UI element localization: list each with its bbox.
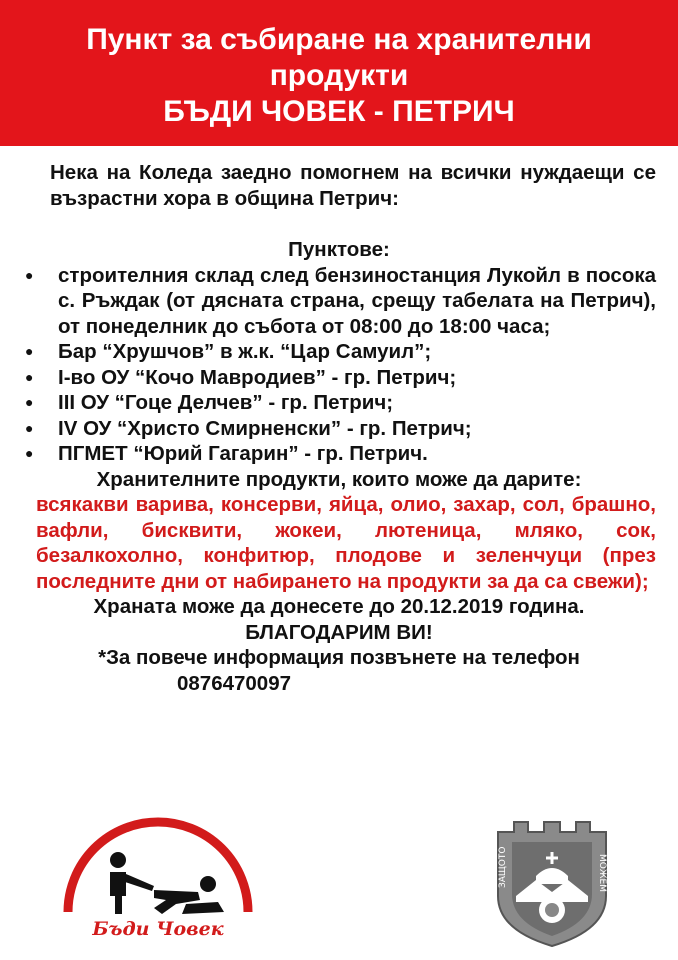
budi-chovek-logo <box>58 800 278 950</box>
intro-text: Нека на Коледа заедно помогнем на всички нуждаещи се възрастни хора в община Петрич: <box>50 161 656 210</box>
donate-items: всякакви варива, консерви, яйца, олио, захар, сол, брашно, вафли, бисквити, жокеи, лютеница, мляко, сок, безалкохолно, конфитюр, плодове и зеленчуци (през последните дни от набирането на продукти за да са свежи); <box>36 493 656 593</box>
list-item: ● III ОУ “Гоце Делчев” - гр. Петрич; <box>25 391 394 414</box>
list-item: ● ПГМЕТ “Юрий Гагарин” - гр. Петрич. <box>25 442 428 465</box>
helping-hand-icon <box>58 800 258 920</box>
list-item: ● I-во ОУ “Кочо Мавродиев” - гр. Петрич; <box>25 365 457 389</box>
header-line-2: продукти <box>269 59 409 92</box>
donate-title: Хранителните продукти, които може да дарите: <box>96 467 582 491</box>
bullet-icon: ● <box>25 394 34 410</box>
bullet-icon: ● <box>25 419 34 436</box>
header-line-3: БЪДИ ЧОВЕК - ПЕТРИЧ <box>163 95 515 128</box>
header-line-1: Пункт за събиране на хранителни <box>86 23 592 56</box>
thanks-text: БЛАГОДАРИМ ВИ! <box>245 620 433 644</box>
flyer-body <box>22 160 656 696</box>
logo-brand-text: Бъди Човек <box>92 918 224 940</box>
phone-number: 0876470097 <box>176 671 291 695</box>
info-text: *За повече информация позвънете на телефон <box>98 646 580 669</box>
points-list <box>22 263 656 467</box>
bullet-icon: ● <box>25 266 34 283</box>
crest-right-text: МОЖЕМ <box>597 854 607 892</box>
zashtoto-mozhem-crest <box>492 818 612 948</box>
crest-left-text: ЗАЩОТО <box>498 846 508 888</box>
list-item: ● Бар “Хрушчов” в ж.к. “Цар Самуил”; <box>25 340 432 363</box>
list-item: ● IV ОУ “Христо Смирненски” - гр. Петрич; <box>25 416 472 440</box>
header-banner <box>0 0 678 146</box>
bullet-icon: ● <box>25 368 34 385</box>
crest-icon <box>492 818 612 948</box>
list-item: ● строителния склад след бензиностанция Лукойл в посока с. Ръждак (от дясната страна, срещу табелата на Петрич), от понеделник до събота от 08:00 до 18:00 часа; <box>25 263 656 338</box>
bullet-icon: ● <box>25 445 34 461</box>
points-title: Пунктове: <box>288 238 390 261</box>
bullet-icon: ● <box>25 343 34 359</box>
deadline-text: Храната може да донесете до 20.12.2019 година. <box>93 595 585 618</box>
